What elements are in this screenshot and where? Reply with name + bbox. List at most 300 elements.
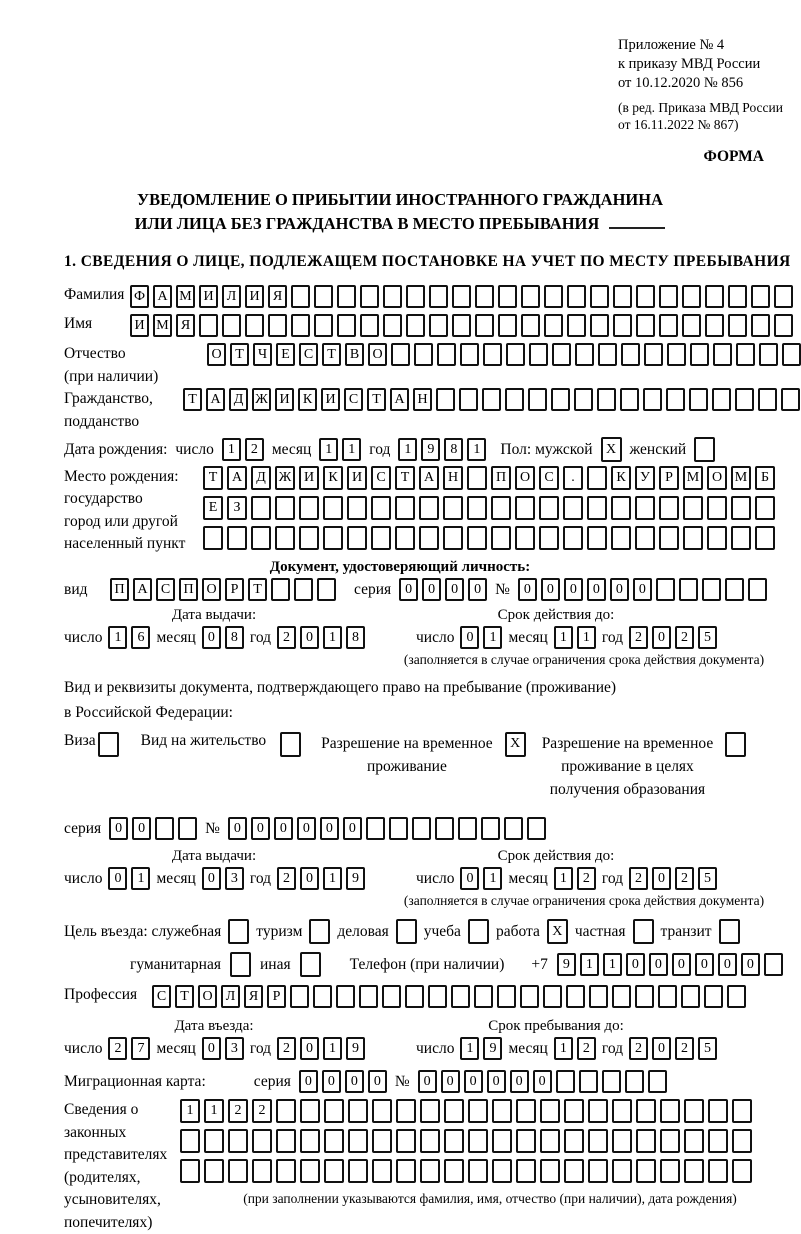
char-cell[interactable] [613, 285, 632, 308]
char-cell[interactable] [395, 496, 415, 520]
char-cell[interactable] [705, 314, 724, 337]
char-cell[interactable]: Л [221, 985, 240, 1008]
char-cell[interactable] [483, 343, 502, 366]
char-cell[interactable] [659, 314, 678, 337]
char-cell[interactable]: 0 [228, 817, 247, 840]
purpose-study-cell[interactable] [468, 919, 489, 944]
char-cell[interactable] [755, 526, 775, 550]
char-cell[interactable] [635, 985, 654, 1008]
char-cell[interactable] [291, 314, 310, 337]
char-cell[interactable]: Т [322, 343, 341, 366]
char-cell[interactable]: 1 [483, 626, 502, 649]
char-cell[interactable] [625, 1070, 644, 1093]
char-cell[interactable] [383, 285, 402, 308]
char-cell[interactable]: М [153, 314, 172, 337]
char-cell[interactable] [252, 1129, 272, 1153]
char-cell[interactable] [564, 1099, 584, 1123]
char-cell[interactable]: Ч [253, 343, 272, 366]
char-cell[interactable]: С [156, 578, 175, 601]
char-cell[interactable]: А [133, 578, 152, 601]
char-cell[interactable] [736, 343, 755, 366]
char-cell[interactable] [436, 388, 455, 411]
char-cell[interactable] [702, 578, 721, 601]
char-cell[interactable] [636, 314, 655, 337]
char-cell[interactable]: 5 [698, 626, 717, 649]
purpose-official-cell[interactable] [228, 919, 249, 944]
char-cell[interactable] [467, 466, 487, 490]
char-cell[interactable] [587, 466, 607, 490]
char-cell[interactable]: 5 [698, 867, 717, 890]
char-cell[interactable] [482, 388, 501, 411]
char-cell[interactable] [552, 343, 571, 366]
char-cell[interactable] [396, 1099, 416, 1123]
char-cell[interactable]: 2 [629, 626, 648, 649]
char-cell[interactable]: 0 [297, 817, 316, 840]
char-cell[interactable]: 3 [225, 1037, 244, 1060]
char-cell[interactable]: 1 [342, 438, 361, 461]
char-cell[interactable]: С [371, 466, 391, 490]
char-cell[interactable] [659, 285, 678, 308]
char-cell[interactable] [317, 578, 336, 601]
char-cell[interactable] [396, 1129, 416, 1153]
char-cell[interactable]: 9 [346, 1037, 365, 1060]
char-cell[interactable]: 8 [346, 626, 365, 649]
char-cell[interactable] [690, 343, 709, 366]
char-cell[interactable] [704, 985, 723, 1008]
char-cell[interactable]: Т [175, 985, 194, 1008]
char-cell[interactable]: 1 [398, 438, 417, 461]
char-cell[interactable]: С [152, 985, 171, 1008]
char-cell[interactable] [731, 496, 751, 520]
char-cell[interactable] [728, 314, 747, 337]
char-cell[interactable] [347, 526, 367, 550]
char-cell[interactable]: А [419, 466, 439, 490]
char-cell[interactable]: 0 [202, 1037, 221, 1060]
char-cell[interactable]: Я [244, 985, 263, 1008]
char-cell[interactable]: 0 [202, 626, 221, 649]
char-cell[interactable]: 0 [460, 867, 479, 890]
char-cell[interactable] [707, 526, 727, 550]
char-cell[interactable] [468, 1129, 488, 1153]
char-cell[interactable]: 1 [483, 867, 502, 890]
char-cell[interactable] [774, 314, 793, 337]
char-cell[interactable]: 1 [222, 438, 241, 461]
char-cell[interactable]: 0 [649, 953, 668, 976]
char-cell[interactable] [428, 985, 447, 1008]
char-cell[interactable]: П [110, 578, 129, 601]
char-cell[interactable] [529, 343, 548, 366]
char-cell[interactable]: 2 [675, 867, 694, 890]
char-cell[interactable]: К [323, 466, 343, 490]
char-cell[interactable] [759, 343, 778, 366]
char-cell[interactable]: 1 [323, 867, 342, 890]
char-cell[interactable] [611, 496, 631, 520]
char-cell[interactable]: О [207, 343, 226, 366]
char-cell[interactable] [451, 985, 470, 1008]
char-cell[interactable]: М [731, 466, 751, 490]
char-cell[interactable]: 2 [252, 1099, 272, 1123]
char-cell[interactable]: И [347, 466, 367, 490]
char-cell[interactable] [751, 285, 770, 308]
char-cell[interactable] [406, 285, 425, 308]
char-cell[interactable] [659, 496, 679, 520]
char-cell[interactable]: Е [276, 343, 295, 366]
char-cell[interactable] [300, 1129, 320, 1153]
char-cell[interactable]: 7 [131, 1037, 150, 1060]
char-cell[interactable]: Н [443, 466, 463, 490]
char-cell[interactable] [429, 314, 448, 337]
char-cell[interactable] [275, 496, 295, 520]
char-cell[interactable] [566, 985, 585, 1008]
char-cell[interactable] [291, 285, 310, 308]
char-cell[interactable]: 0 [587, 578, 606, 601]
char-cell[interactable] [515, 526, 535, 550]
char-cell[interactable] [682, 314, 701, 337]
char-cell[interactable] [683, 526, 703, 550]
char-cell[interactable]: 0 [652, 626, 671, 649]
char-cell[interactable]: И [130, 314, 149, 337]
char-cell[interactable] [313, 985, 332, 1008]
char-cell[interactable] [683, 496, 703, 520]
char-cell[interactable]: 0 [610, 578, 629, 601]
char-cell[interactable] [774, 285, 793, 308]
char-cell[interactable] [781, 388, 800, 411]
char-cell[interactable] [727, 985, 746, 1008]
char-cell[interactable] [498, 285, 517, 308]
char-cell[interactable] [300, 1159, 320, 1183]
char-cell[interactable]: 1 [467, 438, 486, 461]
temp-residence-edu-checkbox-cell[interactable] [725, 732, 746, 757]
char-cell[interactable] [203, 526, 223, 550]
char-cell[interactable] [360, 285, 379, 308]
char-cell[interactable]: М [176, 285, 195, 308]
purpose-business-cell[interactable] [396, 919, 417, 944]
char-cell[interactable]: 2 [228, 1099, 248, 1123]
char-cell[interactable] [588, 1099, 608, 1123]
char-cell[interactable]: 0 [672, 953, 691, 976]
char-cell[interactable] [659, 526, 679, 550]
char-cell[interactable] [551, 388, 570, 411]
char-cell[interactable] [178, 817, 197, 840]
char-cell[interactable] [506, 343, 525, 366]
char-cell[interactable] [515, 496, 535, 520]
char-cell[interactable]: И [275, 388, 294, 411]
char-cell[interactable]: 0 [202, 867, 221, 890]
char-cell[interactable] [748, 578, 767, 601]
char-cell[interactable] [620, 388, 639, 411]
char-cell[interactable]: Т [183, 388, 202, 411]
char-cell[interactable] [540, 1129, 560, 1153]
char-cell[interactable]: 8 [225, 626, 244, 649]
char-cell[interactable] [544, 314, 563, 337]
char-cell[interactable]: Е [203, 496, 223, 520]
char-cell[interactable] [563, 496, 583, 520]
char-cell[interactable] [372, 1099, 392, 1123]
char-cell[interactable]: Ж [275, 466, 295, 490]
char-cell[interactable]: А [206, 388, 225, 411]
char-cell[interactable] [735, 388, 754, 411]
char-cell[interactable]: 0 [510, 1070, 529, 1093]
char-cell[interactable] [684, 1099, 704, 1123]
char-cell[interactable]: Т [395, 466, 415, 490]
char-cell[interactable] [732, 1159, 752, 1183]
char-cell[interactable] [419, 496, 439, 520]
char-cell[interactable] [412, 817, 431, 840]
temp-residence-checkbox-cell[interactable]: X [505, 732, 526, 757]
char-cell[interactable] [731, 526, 751, 550]
char-cell[interactable] [180, 1129, 200, 1153]
char-cell[interactable] [314, 285, 333, 308]
char-cell[interactable]: 0 [487, 1070, 506, 1093]
char-cell[interactable] [579, 1070, 598, 1093]
char-cell[interactable]: И [321, 388, 340, 411]
char-cell[interactable] [520, 985, 539, 1008]
char-cell[interactable] [728, 285, 747, 308]
residence-permit-checkbox-cell[interactable] [280, 732, 301, 757]
char-cell[interactable]: 0 [718, 953, 737, 976]
char-cell[interactable] [300, 1099, 320, 1123]
purpose-work-cell[interactable]: X [547, 919, 568, 944]
char-cell[interactable] [636, 1099, 656, 1123]
char-cell[interactable]: 0 [445, 578, 464, 601]
char-cell[interactable] [679, 578, 698, 601]
char-cell[interactable]: 2 [108, 1037, 127, 1060]
char-cell[interactable] [275, 526, 295, 550]
char-cell[interactable] [468, 1099, 488, 1123]
char-cell[interactable]: Б [755, 466, 775, 490]
char-cell[interactable] [405, 985, 424, 1008]
char-cell[interactable] [564, 1159, 584, 1183]
char-cell[interactable]: З [227, 496, 247, 520]
char-cell[interactable]: 0 [633, 578, 652, 601]
char-cell[interactable] [764, 953, 783, 976]
char-cell[interactable]: О [707, 466, 727, 490]
char-cell[interactable] [420, 1129, 440, 1153]
purpose-humanitarian-cell[interactable] [230, 952, 251, 977]
char-cell[interactable]: 1 [554, 867, 573, 890]
char-cell[interactable] [474, 985, 493, 1008]
char-cell[interactable]: К [298, 388, 317, 411]
char-cell[interactable]: 1 [554, 1037, 573, 1060]
char-cell[interactable]: А [153, 285, 172, 308]
char-cell[interactable]: П [179, 578, 198, 601]
char-cell[interactable] [382, 985, 401, 1008]
char-cell[interactable] [337, 314, 356, 337]
char-cell[interactable]: 0 [343, 817, 362, 840]
char-cell[interactable] [324, 1129, 344, 1153]
char-cell[interactable] [751, 314, 770, 337]
char-cell[interactable] [527, 817, 546, 840]
char-cell[interactable]: 1 [603, 953, 622, 976]
char-cell[interactable]: Н [413, 388, 432, 411]
char-cell[interactable] [707, 496, 727, 520]
char-cell[interactable]: Я [268, 285, 287, 308]
char-cell[interactable] [587, 526, 607, 550]
char-cell[interactable] [643, 388, 662, 411]
char-cell[interactable] [294, 578, 313, 601]
char-cell[interactable] [481, 817, 500, 840]
char-cell[interactable] [612, 1129, 632, 1153]
char-cell[interactable] [459, 388, 478, 411]
char-cell[interactable] [528, 388, 547, 411]
char-cell[interactable] [245, 314, 264, 337]
char-cell[interactable]: Л [222, 285, 241, 308]
char-cell[interactable] [314, 314, 333, 337]
char-cell[interactable] [567, 314, 586, 337]
char-cell[interactable] [755, 496, 775, 520]
char-cell[interactable]: 1 [577, 626, 596, 649]
char-cell[interactable] [348, 1159, 368, 1183]
char-cell[interactable]: 0 [741, 953, 760, 976]
char-cell[interactable] [290, 985, 309, 1008]
char-cell[interactable] [636, 285, 655, 308]
char-cell[interactable]: И [245, 285, 264, 308]
char-cell[interactable]: 9 [346, 867, 365, 890]
char-cell[interactable] [635, 526, 655, 550]
purpose-transit-cell[interactable] [719, 919, 740, 944]
purpose-other-cell[interactable] [300, 952, 321, 977]
char-cell[interactable] [543, 985, 562, 1008]
char-cell[interactable]: 0 [518, 578, 537, 601]
char-cell[interactable]: Д [251, 466, 271, 490]
char-cell[interactable]: 0 [441, 1070, 460, 1093]
char-cell[interactable]: Р [659, 466, 679, 490]
char-cell[interactable] [713, 343, 732, 366]
char-cell[interactable] [732, 1129, 752, 1153]
char-cell[interactable] [491, 526, 511, 550]
char-cell[interactable]: 0 [320, 817, 339, 840]
char-cell[interactable] [689, 388, 708, 411]
char-cell[interactable] [383, 314, 402, 337]
char-cell[interactable]: 2 [577, 867, 596, 890]
char-cell[interactable]: 0 [652, 1037, 671, 1060]
char-cell[interactable]: 1 [554, 626, 573, 649]
char-cell[interactable]: С [344, 388, 363, 411]
char-cell[interactable] [498, 314, 517, 337]
char-cell[interactable] [337, 285, 356, 308]
char-cell[interactable]: 0 [300, 1037, 319, 1060]
char-cell[interactable]: Д [229, 388, 248, 411]
char-cell[interactable] [429, 285, 448, 308]
char-cell[interactable]: 8 [444, 438, 463, 461]
char-cell[interactable] [589, 985, 608, 1008]
char-cell[interactable]: 6 [131, 626, 150, 649]
char-cell[interactable] [299, 526, 319, 550]
char-cell[interactable] [204, 1159, 224, 1183]
char-cell[interactable] [199, 314, 218, 337]
char-cell[interactable]: 0 [564, 578, 583, 601]
char-cell[interactable] [732, 1099, 752, 1123]
char-cell[interactable]: С [299, 343, 318, 366]
char-cell[interactable] [452, 314, 471, 337]
char-cell[interactable]: П [491, 466, 511, 490]
char-cell[interactable]: Т [230, 343, 249, 366]
char-cell[interactable] [155, 817, 174, 840]
char-cell[interactable] [516, 1099, 536, 1123]
char-cell[interactable] [228, 1159, 248, 1183]
char-cell[interactable]: 3 [225, 867, 244, 890]
char-cell[interactable]: 0 [299, 1070, 318, 1093]
char-cell[interactable]: Р [225, 578, 244, 601]
char-cell[interactable]: 0 [464, 1070, 483, 1093]
char-cell[interactable]: О [202, 578, 221, 601]
char-cell[interactable] [276, 1099, 296, 1123]
char-cell[interactable] [391, 343, 410, 366]
char-cell[interactable]: К [611, 466, 631, 490]
char-cell[interactable] [299, 496, 319, 520]
char-cell[interactable]: 1 [204, 1099, 224, 1123]
char-cell[interactable] [660, 1129, 680, 1153]
char-cell[interactable] [323, 526, 343, 550]
char-cell[interactable] [347, 496, 367, 520]
char-cell[interactable]: 5 [698, 1037, 717, 1060]
char-cell[interactable]: Т [248, 578, 267, 601]
char-cell[interactable] [712, 388, 731, 411]
char-cell[interactable]: 0 [460, 626, 479, 649]
char-cell[interactable]: Т [203, 466, 223, 490]
char-cell[interactable] [705, 285, 724, 308]
char-cell[interactable] [544, 285, 563, 308]
char-cell[interactable] [613, 314, 632, 337]
char-cell[interactable] [492, 1129, 512, 1153]
char-cell[interactable] [458, 817, 477, 840]
char-cell[interactable] [684, 1159, 704, 1183]
char-cell[interactable] [575, 343, 594, 366]
char-cell[interactable]: И [199, 285, 218, 308]
female-checkbox-cell[interactable] [694, 437, 715, 462]
char-cell[interactable]: О [515, 466, 535, 490]
char-cell[interactable] [563, 526, 583, 550]
char-cell[interactable] [684, 1129, 704, 1153]
char-cell[interactable] [588, 1159, 608, 1183]
char-cell[interactable] [268, 314, 287, 337]
char-cell[interactable] [468, 1159, 488, 1183]
char-cell[interactable]: 0 [541, 578, 560, 601]
char-cell[interactable] [556, 1070, 575, 1093]
char-cell[interactable]: Ж [252, 388, 271, 411]
char-cell[interactable] [521, 314, 540, 337]
char-cell[interactable] [276, 1159, 296, 1183]
char-cell[interactable] [437, 343, 456, 366]
char-cell[interactable]: 1 [319, 438, 338, 461]
char-cell[interactable]: У [635, 466, 655, 490]
char-cell[interactable] [492, 1099, 512, 1123]
char-cell[interactable] [660, 1159, 680, 1183]
char-cell[interactable]: . [563, 466, 583, 490]
char-cell[interactable]: М [683, 466, 703, 490]
char-cell[interactable] [590, 285, 609, 308]
char-cell[interactable] [648, 1070, 667, 1093]
char-cell[interactable] [366, 817, 385, 840]
male-checkbox-cell[interactable]: X [601, 437, 622, 462]
char-cell[interactable] [590, 314, 609, 337]
char-cell[interactable]: 1 [460, 1037, 479, 1060]
char-cell[interactable]: 0 [274, 817, 293, 840]
char-cell[interactable] [389, 817, 408, 840]
char-cell[interactable]: О [198, 985, 217, 1008]
char-cell[interactable] [539, 496, 559, 520]
char-cell[interactable] [324, 1099, 344, 1123]
purpose-tourism-cell[interactable] [309, 919, 330, 944]
char-cell[interactable] [516, 1159, 536, 1183]
char-cell[interactable]: 0 [468, 578, 487, 601]
char-cell[interactable] [420, 1099, 440, 1123]
char-cell[interactable] [371, 496, 391, 520]
char-cell[interactable] [372, 1159, 392, 1183]
char-cell[interactable] [348, 1129, 368, 1153]
char-cell[interactable]: 1 [131, 867, 150, 890]
char-cell[interactable] [491, 496, 511, 520]
